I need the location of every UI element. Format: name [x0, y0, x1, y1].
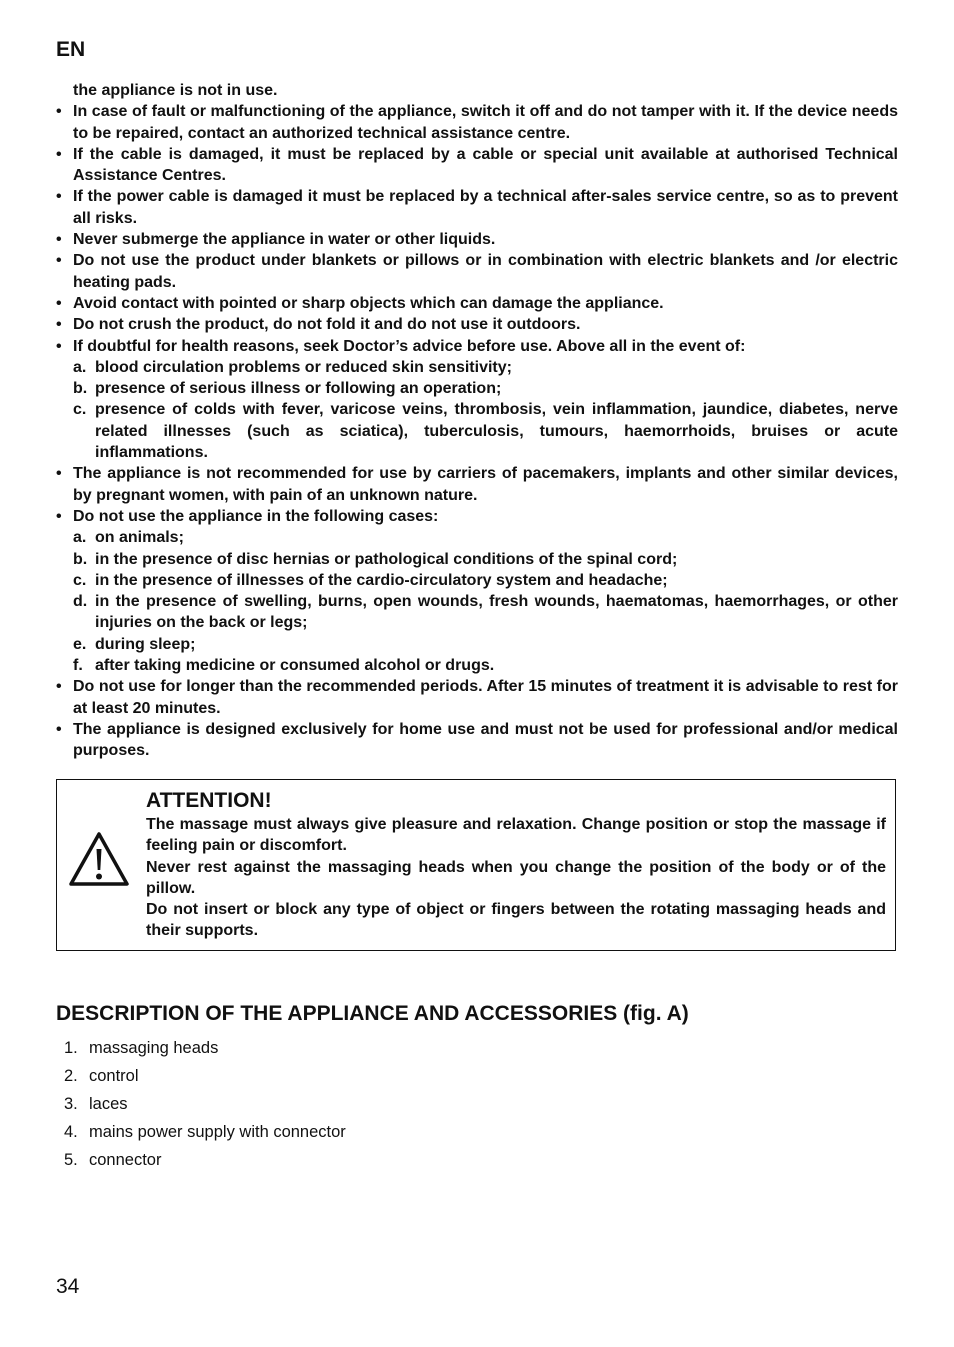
safety-warnings [56, 80, 898, 762]
bullet-item: • If the power cable is damaged it must be replaced by a technical after-sales service centre, so as to prevent all risks. [56, 188, 898, 227]
bullet-item: • Do not use the product under blankets or pillows or in combination with electric blankets and /or electric heating pads. [56, 252, 898, 291]
parts-list [64, 1034, 346, 1174]
list-item: 3. laces [64, 1095, 128, 1113]
section-title: DESCRIPTION OF THE APPLIANCE AND ACCESSORIES (fig. A) [56, 1002, 689, 1025]
sub-item: d. in the presence of swelling, burns, open wounds, fresh wounds, haematomas, haemorrhages, or other injuries on the back or legs; [73, 593, 898, 632]
page-number: 34 [56, 1275, 80, 1298]
bullet-item: • Never submerge the appliance in water or other liquids. [56, 231, 496, 249]
list-item: 4. mains power supply with connector [64, 1123, 346, 1141]
language-code: EN [56, 38, 86, 61]
safety-lead: the appliance is not in use. [73, 82, 278, 99]
sub-item: a. on animals; [73, 529, 184, 547]
bullet-item: • If doubtful for health reasons, seek Doctor’s advice before use. Above all in the event of: [56, 337, 746, 355]
warning-triangle-icon [67, 830, 131, 888]
bullet-item: • Do not use for longer than the recommended periods. After 15 minutes of treatment it is advisable to rest for at least 20 minutes. [56, 678, 898, 717]
attention-text [146, 788, 886, 942]
bullet-item: • The appliance is designed exclusively for home use and must not be used for professional and/or medical purposes. [56, 720, 898, 760]
attention-paragraph: Do not insert or block any type of object or fingers between the rotating massaging heads and their supports. [146, 901, 886, 940]
bullet-item: • In case of fault or malfunctioning of the appliance, switch it off and do not tamper with it. If the device needs to be repaired, contact an authorized technical assistance centre. [56, 103, 898, 142]
sub-item: c. presence of colds with fever, varicose veins, thrombosis, vein inflammation, jaundice, diabetes, nerve related illnesses (such as sciatica), tuberculosis, tumours, haemorrhoids, bruises or acute inflammations. [73, 401, 898, 462]
bullet-item: • The appliance is not recommended for use by carriers of pacemakers, implants and other similar devices, by pregnant women, with pain of an unknown nature. [56, 465, 898, 504]
bullet-item: • Avoid contact with pointed or sharp objects which can damage the appliance. [56, 294, 664, 312]
sub-item: a. blood circulation problems or reduced skin sensitivity; [73, 358, 512, 376]
attention-paragraph: Never rest against the massaging heads when you change the position of the body or of the pillow. [146, 858, 886, 897]
sub-item: f. after taking medicine or consumed alcohol or drugs. [73, 657, 495, 675]
bullet-item: • If the cable is damaged, it must be replaced by a cable or special unit available at authorised Technical Assistance Centres. [56, 145, 898, 185]
bullet-item: • Do not crush the product, do not fold it and do not use it outdoors. [56, 316, 581, 334]
list-item: 5. connector [64, 1151, 162, 1169]
sub-item: b. in the presence of disc hernias or pathological conditions of the spinal cord; [73, 550, 678, 568]
bullet-item: • Do not use the appliance in the following cases: [56, 507, 439, 525]
sub-item: e. during sleep; [73, 635, 196, 653]
list-item: 2. control [64, 1067, 139, 1085]
sub-item: b. presence of serious illness or following an operation; [73, 380, 502, 398]
attention-box [56, 779, 896, 951]
attention-paragraph: The massage must always give pleasure and relaxation. Change position or stop the massage if feeling pain or discomfort. [146, 816, 886, 855]
sub-item: c. in the presence of illnesses of the cardio-circulatory system and headache; [73, 571, 668, 589]
list-item: 1. massaging heads [64, 1039, 219, 1057]
attention-title: ATTENTION! [146, 789, 272, 812]
